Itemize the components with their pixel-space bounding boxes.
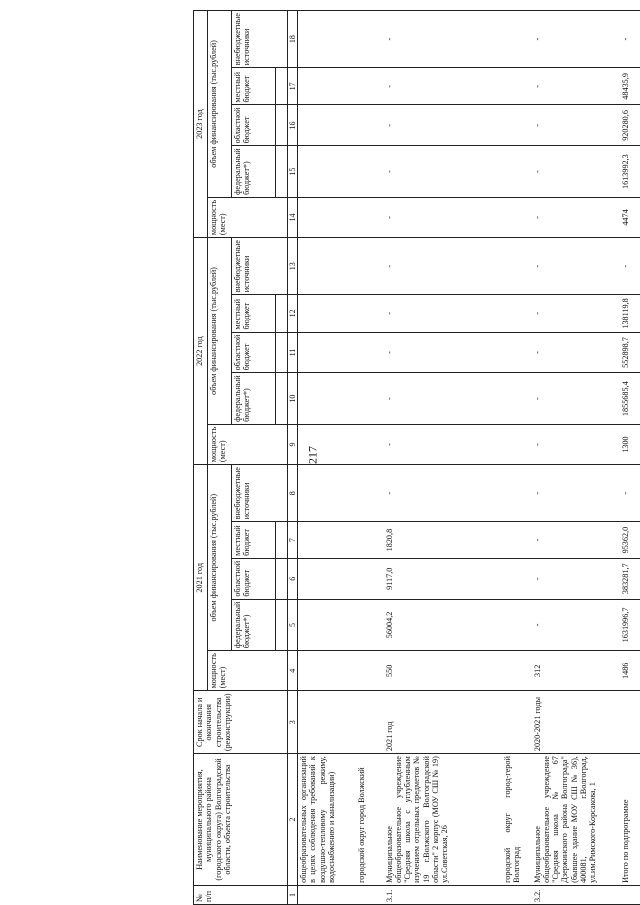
row-value: - bbox=[384, 68, 502, 105]
row-value bbox=[298, 558, 356, 599]
row-value bbox=[298, 424, 356, 464]
column-number: 17 bbox=[288, 68, 298, 105]
row-value: - bbox=[532, 522, 620, 558]
row-value: 1486 bbox=[620, 651, 640, 691]
row-value: - bbox=[532, 197, 620, 237]
row-value: - bbox=[532, 332, 620, 373]
row-value bbox=[298, 11, 356, 68]
row-number: 3.2. bbox=[532, 885, 620, 904]
row-value bbox=[298, 651, 356, 691]
row-term: 2021 год bbox=[384, 691, 502, 754]
row-value: - bbox=[620, 465, 640, 522]
row-value: - bbox=[532, 558, 620, 599]
row-value: - bbox=[384, 146, 502, 198]
row-value bbox=[356, 68, 384, 105]
row-value bbox=[356, 197, 384, 237]
header-local-2022: местный бюджет bbox=[232, 295, 276, 332]
header-funding-2022: объем финансирования (тыс.рублей) bbox=[208, 238, 232, 425]
column-number: 15 bbox=[288, 146, 298, 198]
row-number bbox=[356, 885, 384, 904]
header-year-2022: 2022 год bbox=[194, 238, 208, 465]
row-value bbox=[356, 558, 384, 599]
row-value: 552898,7 bbox=[620, 332, 640, 373]
row-value: - bbox=[384, 465, 502, 522]
row-value: 138119,8 bbox=[620, 295, 640, 332]
header-federal-2021: федеральный бюджет*) bbox=[232, 599, 276, 651]
header-local-2023: местный бюджет bbox=[232, 68, 276, 105]
row-value bbox=[502, 651, 532, 691]
column-number: 11 bbox=[288, 332, 298, 373]
column-number: 8 bbox=[288, 465, 298, 522]
header-extra-2023: внебюджетные источники bbox=[232, 11, 288, 68]
header-capacity-2023: мощность (мест) bbox=[208, 197, 288, 237]
row-value bbox=[298, 332, 356, 373]
column-number: 5 bbox=[288, 599, 298, 651]
table-row bbox=[502, 11, 532, 905]
row-value: 48435,9 bbox=[620, 68, 640, 105]
row-name: городской округ город-герой Волгоград bbox=[502, 754, 532, 886]
row-value bbox=[502, 68, 532, 105]
row-value bbox=[502, 11, 532, 68]
row-value bbox=[356, 238, 384, 295]
header-regional-2021: областной бюджет bbox=[232, 558, 276, 599]
row-value: 1631996,7 bbox=[620, 599, 640, 651]
row-value: 95362,0 bbox=[620, 522, 640, 558]
column-number: 1 bbox=[288, 885, 298, 904]
row-value bbox=[298, 68, 356, 105]
row-number bbox=[298, 885, 356, 904]
row-value: 1855685,4 bbox=[620, 373, 640, 425]
row-value bbox=[502, 105, 532, 146]
row-value: - bbox=[384, 11, 502, 68]
row-value bbox=[502, 373, 532, 425]
table-row bbox=[384, 11, 502, 905]
row-term: 2020-2021 годы bbox=[532, 691, 620, 754]
row-value bbox=[298, 373, 356, 425]
row-term bbox=[620, 691, 640, 754]
table-row bbox=[532, 11, 620, 905]
row-value: 56004,2 bbox=[384, 599, 502, 651]
row-value bbox=[356, 424, 384, 464]
row-name: городской округ город Волжский bbox=[356, 754, 384, 886]
row-value bbox=[502, 424, 532, 464]
header-year-2021: 2021 год bbox=[194, 465, 208, 691]
row-term bbox=[298, 691, 356, 754]
row-value: - bbox=[384, 197, 502, 237]
header-no: № п/п bbox=[194, 885, 288, 904]
column-number: 16 bbox=[288, 105, 298, 146]
row-value bbox=[356, 522, 384, 558]
row-value bbox=[502, 522, 532, 558]
row-value: - bbox=[532, 68, 620, 105]
header-term: Срок начала и окончания строительства (реконструкции) bbox=[194, 691, 288, 754]
column-number: 13 bbox=[288, 238, 298, 295]
row-value: - bbox=[532, 105, 620, 146]
table-body bbox=[298, 11, 640, 905]
header-capacity-2021: мощность (мест) bbox=[208, 651, 288, 691]
row-value: 383281,7 bbox=[620, 558, 640, 599]
column-number: 12 bbox=[288, 295, 298, 332]
column-number: 18 bbox=[288, 11, 298, 68]
column-number: 7 bbox=[288, 522, 298, 558]
header-regional-2023: областной бюджет bbox=[232, 105, 276, 146]
header-regional-2022: областной бюджет bbox=[232, 332, 276, 373]
row-value bbox=[298, 522, 356, 558]
row-value: - bbox=[532, 11, 620, 68]
row-number bbox=[502, 885, 532, 904]
header-federal-2023: федеральный бюджет*) bbox=[232, 146, 276, 198]
row-value: - bbox=[532, 373, 620, 425]
row-value bbox=[502, 238, 532, 295]
header-funding-2023: объем финансирования (тыс.рублей) bbox=[208, 11, 232, 198]
row-name: Муниципальное общеобразовательное учреждение "Средняя школа с углубленным изучением отдельных предметов № 19 г.Волжского Волгоградской области" 2 корпус (МОУ СШ № 19) ул.Советская, 26 bbox=[384, 754, 502, 886]
row-value bbox=[298, 146, 356, 198]
row-value bbox=[298, 295, 356, 332]
row-value: 920280,6 bbox=[620, 105, 640, 146]
row-value bbox=[356, 373, 384, 425]
row-value: - bbox=[384, 238, 502, 295]
row-value bbox=[502, 558, 532, 599]
row-value: 9117,0 bbox=[384, 558, 502, 599]
header-federal-2022: федеральный бюджет*) bbox=[232, 373, 276, 425]
page-number: 217 bbox=[305, 446, 320, 464]
row-value bbox=[298, 238, 356, 295]
row-value bbox=[502, 146, 532, 198]
row-value bbox=[356, 651, 384, 691]
table-row bbox=[356, 11, 384, 905]
row-term bbox=[356, 691, 384, 754]
row-value: - bbox=[532, 295, 620, 332]
column-number: 3 bbox=[288, 691, 298, 754]
row-value bbox=[502, 465, 532, 522]
row-value bbox=[502, 295, 532, 332]
header-name: Наименование мероприятия, муниципального района (городского округа) Волгоградской области, объекта строительства bbox=[194, 754, 288, 886]
row-value bbox=[502, 197, 532, 237]
column-number: 6 bbox=[288, 558, 298, 599]
row-value bbox=[356, 599, 384, 651]
row-value: 4474 bbox=[620, 197, 640, 237]
column-number: 10 bbox=[288, 373, 298, 425]
header-funding-2021: объем финансирования (тыс.рублей) bbox=[208, 465, 232, 651]
row-number bbox=[620, 885, 640, 904]
header-extra-2021: внебюджетные источники bbox=[232, 465, 288, 522]
row-value bbox=[356, 105, 384, 146]
row-name: общеобразовательных организаций в целях соблюдения требований к воздушно-тепловому режиму, водоснабжению и канализации) bbox=[298, 754, 356, 886]
row-value bbox=[356, 295, 384, 332]
row-value: - bbox=[620, 238, 640, 295]
row-value: 1820,8 bbox=[384, 522, 502, 558]
row-value: 1613992,3 bbox=[620, 146, 640, 198]
column-number: 2 bbox=[288, 754, 298, 886]
header-extra-2022: внебюджетные источники bbox=[232, 238, 288, 295]
row-value: - bbox=[532, 465, 620, 522]
financing-table bbox=[193, 10, 640, 905]
row-term bbox=[502, 691, 532, 754]
row-value: - bbox=[384, 295, 502, 332]
row-value: - bbox=[620, 11, 640, 68]
row-name: Итого по подпрограмме bbox=[620, 754, 640, 886]
row-value bbox=[502, 599, 532, 651]
row-value bbox=[356, 11, 384, 68]
row-value bbox=[356, 332, 384, 373]
row-name: Муниципальное общеобразовательное учреждение "Средняя школа № 67 Дзержинского района Волгограда" (бывшее здание МОУ СШ № 36), 400081, г.Волгоград, ул.им.Римского-Корсакова, 1 bbox=[532, 754, 620, 886]
row-value bbox=[356, 465, 384, 522]
row-value bbox=[298, 105, 356, 146]
row-value: - bbox=[532, 238, 620, 295]
row-value bbox=[298, 197, 356, 237]
row-value: - bbox=[532, 424, 620, 464]
row-number: 3.1. bbox=[384, 885, 502, 904]
table-row bbox=[620, 11, 640, 905]
row-value bbox=[298, 599, 356, 651]
row-value bbox=[298, 465, 356, 522]
rotated-table-container bbox=[193, 10, 633, 905]
row-value: - bbox=[532, 599, 620, 651]
row-value: - bbox=[384, 424, 502, 464]
column-numbers-row bbox=[288, 11, 298, 905]
row-value: 1300 bbox=[620, 424, 640, 464]
column-number: 14 bbox=[288, 197, 298, 237]
column-number: 4 bbox=[288, 651, 298, 691]
row-value: 312 bbox=[532, 651, 620, 691]
column-number: 9 bbox=[288, 424, 298, 464]
header-year-2023: 2023 год bbox=[194, 11, 208, 238]
row-value: - bbox=[384, 373, 502, 425]
row-value bbox=[502, 332, 532, 373]
row-value bbox=[356, 146, 384, 198]
header-local-2021: местный бюджет bbox=[232, 522, 276, 558]
table-row bbox=[298, 11, 356, 905]
row-value: - bbox=[532, 146, 620, 198]
row-value: - bbox=[384, 332, 502, 373]
header-capacity-2022: мощность (мест) bbox=[208, 424, 288, 464]
row-value: 550 bbox=[384, 651, 502, 691]
row-value: - bbox=[384, 105, 502, 146]
